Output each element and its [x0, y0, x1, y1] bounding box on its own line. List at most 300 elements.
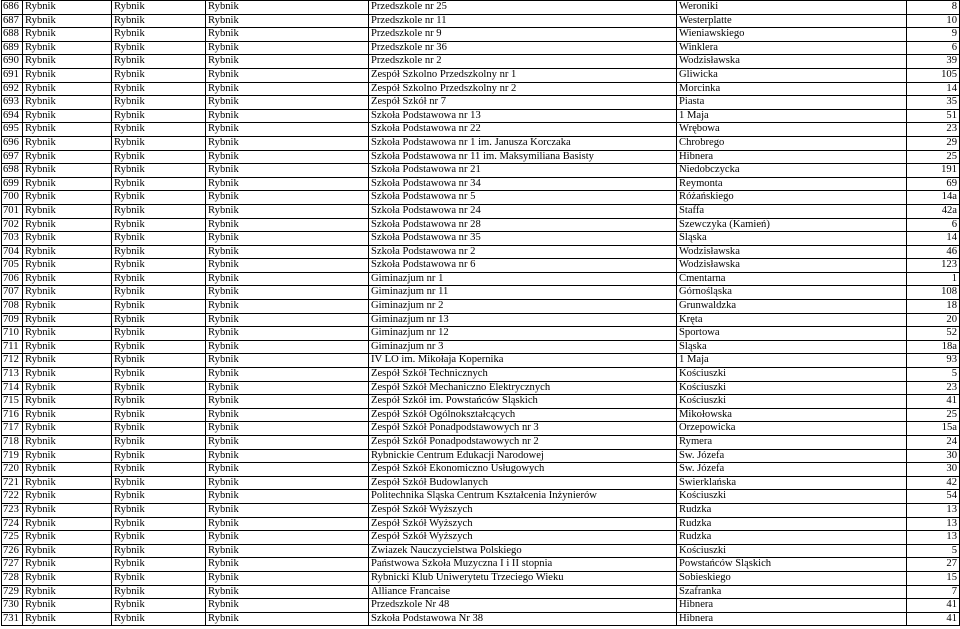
powiat-cell: Rybnik [206, 612, 369, 626]
city-cell: Rybnik [23, 300, 112, 314]
street-cell: Rymera [677, 436, 907, 450]
institution-name-cell: Szkoła Podstawowa nr 24 [369, 204, 677, 218]
city-cell: Rybnik [23, 531, 112, 545]
street-cell: Sportowa [677, 327, 907, 341]
table-row [2, 82, 960, 96]
gmina-cell: Rybnik [112, 558, 206, 572]
row-id-cell: 701 [2, 204, 23, 218]
city-cell: Rybnik [23, 612, 112, 626]
building-number-cell: 42 [907, 476, 960, 490]
building-number-cell: 52 [907, 327, 960, 341]
building-number-cell: 41 [907, 612, 960, 626]
institution-name-cell: IV LO im. Mikołaja Kopernika [369, 354, 677, 368]
institution-name-cell: Zespół Szkół Ponadpodstawowych nr 2 [369, 436, 677, 450]
table-row [2, 286, 960, 300]
city-cell: Rybnik [23, 408, 112, 422]
table-row [2, 517, 960, 531]
table-row [2, 191, 960, 205]
row-id-cell: 691 [2, 68, 23, 82]
powiat-cell: Rybnik [206, 571, 369, 585]
city-cell: Rybnik [23, 381, 112, 395]
street-cell: Mikołowska [677, 408, 907, 422]
street-cell: Szafranka [677, 585, 907, 599]
institution-name-cell: Zespół Szkolno Przedszkolny nr 2 [369, 82, 677, 96]
powiat-cell: Rybnik [206, 463, 369, 477]
street-cell: Niedobczycka [677, 164, 907, 178]
table-row [2, 612, 960, 626]
gmina-cell: Rybnik [112, 55, 206, 69]
street-cell: Rudzka [677, 531, 907, 545]
city-cell: Rybnik [23, 313, 112, 327]
row-id-cell: 695 [2, 123, 23, 137]
city-cell: Rybnik [23, 150, 112, 164]
gmina-cell: Rybnik [112, 585, 206, 599]
city-cell: Rybnik [23, 204, 112, 218]
institution-name-cell: Rybnicki Klub Uniwerytetu Trzeciego Wieku [369, 571, 677, 585]
powiat-cell: Rybnik [206, 28, 369, 42]
table-row [2, 245, 960, 259]
row-id-cell: 690 [2, 55, 23, 69]
institution-name-cell: Szkoła Podstawowa nr 2 [369, 245, 677, 259]
powiat-cell: Rybnik [206, 449, 369, 463]
table-row [2, 531, 960, 545]
table-row [2, 408, 960, 422]
building-number-cell: 27 [907, 558, 960, 572]
institution-name-cell: Zwiazek Nauczycielstwa Polskiego [369, 544, 677, 558]
powiat-cell: Rybnik [206, 68, 369, 82]
table-row [2, 422, 960, 436]
street-cell: Westerplatte [677, 14, 907, 28]
institution-name-cell: Szkoła Podstawowa nr 34 [369, 177, 677, 191]
gmina-cell: Rybnik [112, 612, 206, 626]
building-number-cell: 14 [907, 82, 960, 96]
address-table [1, 0, 960, 626]
table-row [2, 395, 960, 409]
building-number-cell: 39 [907, 55, 960, 69]
table-row [2, 218, 960, 232]
building-number-cell: 93 [907, 354, 960, 368]
institution-name-cell: Szkoła Podstawowa Nr 38 [369, 612, 677, 626]
street-cell: Chrobrego [677, 136, 907, 150]
gmina-cell: Rybnik [112, 68, 206, 82]
powiat-cell: Rybnik [206, 531, 369, 545]
city-cell: Rybnik [23, 436, 112, 450]
institution-name-cell: Szkoła Podstawowa nr 13 [369, 109, 677, 123]
gmina-cell: Rybnik [112, 232, 206, 246]
city-cell: Rybnik [23, 68, 112, 82]
street-cell: Reymonta [677, 177, 907, 191]
street-cell: Wodzisławska [677, 259, 907, 273]
table-row [2, 571, 960, 585]
powiat-cell: Rybnik [206, 517, 369, 531]
powiat-cell: Rybnik [206, 503, 369, 517]
city-cell: Rybnik [23, 41, 112, 55]
city-cell: Rybnik [23, 599, 112, 613]
table-row [2, 381, 960, 395]
row-id-cell: 716 [2, 408, 23, 422]
street-cell: Różańskiego [677, 191, 907, 205]
institution-name-cell: Szkoła Podstawowa nr 35 [369, 232, 677, 246]
building-number-cell: 18a [907, 340, 960, 354]
building-number-cell: 13 [907, 531, 960, 545]
row-id-cell: 724 [2, 517, 23, 531]
powiat-cell: Rybnik [206, 395, 369, 409]
table-row [2, 327, 960, 341]
gmina-cell: Rybnik [112, 368, 206, 382]
gmina-cell: Rybnik [112, 503, 206, 517]
city-cell: Rybnik [23, 82, 112, 96]
street-cell: Gliwicka [677, 68, 907, 82]
powiat-cell: Rybnik [206, 245, 369, 259]
gmina-cell: Rybnik [112, 313, 206, 327]
gmina-cell: Rybnik [112, 395, 206, 409]
row-id-cell: 723 [2, 503, 23, 517]
gmina-cell: Rybnik [112, 476, 206, 490]
gmina-cell: Rybnik [112, 96, 206, 110]
street-cell: Świerklańska [677, 476, 907, 490]
powiat-cell: Rybnik [206, 490, 369, 504]
table-row [2, 14, 960, 28]
table-row [2, 68, 960, 82]
gmina-cell: Rybnik [112, 150, 206, 164]
street-cell: Kościuszki [677, 395, 907, 409]
institution-name-cell: Szkoła Podstawowa nr 21 [369, 164, 677, 178]
city-cell: Rybnik [23, 136, 112, 150]
city-cell: Rybnik [23, 571, 112, 585]
building-number-cell: 15 [907, 571, 960, 585]
row-id-cell: 708 [2, 300, 23, 314]
gmina-cell: Rybnik [112, 136, 206, 150]
powiat-cell: Rybnik [206, 259, 369, 273]
table-body [2, 1, 960, 626]
street-cell: Wrębowa [677, 123, 907, 137]
powiat-cell: Rybnik [206, 191, 369, 205]
row-id-cell: 715 [2, 395, 23, 409]
powiat-cell: Rybnik [206, 476, 369, 490]
institution-name-cell: Zespół Szkół Wyższych [369, 503, 677, 517]
street-cell: Hibnera [677, 599, 907, 613]
street-cell: Rudzka [677, 517, 907, 531]
city-cell: Rybnik [23, 123, 112, 137]
city-cell: Rybnik [23, 354, 112, 368]
gmina-cell: Rybnik [112, 82, 206, 96]
building-number-cell: 69 [907, 177, 960, 191]
row-id-cell: 727 [2, 558, 23, 572]
gmina-cell: Rybnik [112, 191, 206, 205]
building-number-cell: 25 [907, 150, 960, 164]
institution-name-cell: Giminazjum nr 13 [369, 313, 677, 327]
city-cell: Rybnik [23, 395, 112, 409]
gmina-cell: Rybnik [112, 177, 206, 191]
gmina-cell: Rybnik [112, 340, 206, 354]
building-number-cell: 46 [907, 245, 960, 259]
street-cell: Staffa [677, 204, 907, 218]
gmina-cell: Rybnik [112, 164, 206, 178]
row-id-cell: 699 [2, 177, 23, 191]
institution-name-cell: Zespół Szkół Ogólnokształcących [369, 408, 677, 422]
street-cell: Morcinka [677, 82, 907, 96]
table-row [2, 123, 960, 137]
building-number-cell: 30 [907, 463, 960, 477]
street-cell: Śląska [677, 340, 907, 354]
street-cell: Piasta [677, 96, 907, 110]
institution-name-cell: Alliance Francaise [369, 585, 677, 599]
gmina-cell: Rybnik [112, 245, 206, 259]
table-row [2, 368, 960, 382]
city-cell: Rybnik [23, 191, 112, 205]
city-cell: Rybnik [23, 177, 112, 191]
powiat-cell: Rybnik [206, 327, 369, 341]
city-cell: Rybnik [23, 422, 112, 436]
row-id-cell: 692 [2, 82, 23, 96]
gmina-cell: Rybnik [112, 354, 206, 368]
street-cell: Górnośląska [677, 286, 907, 300]
table-row [2, 177, 960, 191]
gmina-cell: Rybnik [112, 286, 206, 300]
street-cell: 1 Maja [677, 354, 907, 368]
table-row [2, 585, 960, 599]
row-id-cell: 688 [2, 28, 23, 42]
row-id-cell: 728 [2, 571, 23, 585]
building-number-cell: 54 [907, 490, 960, 504]
row-id-cell: 720 [2, 463, 23, 477]
table-row [2, 109, 960, 123]
institution-name-cell: Zespół Szkół nr 7 [369, 96, 677, 110]
row-id-cell: 704 [2, 245, 23, 259]
institution-name-cell: Politechnika Śląska Centrum Kształcenia Inżynierów [369, 490, 677, 504]
building-number-cell: 18 [907, 300, 960, 314]
powiat-cell: Rybnik [206, 123, 369, 137]
gmina-cell: Rybnik [112, 28, 206, 42]
table-row [2, 558, 960, 572]
row-id-cell: 714 [2, 381, 23, 395]
powiat-cell: Rybnik [206, 14, 369, 28]
row-id-cell: 730 [2, 599, 23, 613]
table-row [2, 544, 960, 558]
gmina-cell: Rybnik [112, 463, 206, 477]
building-number-cell: 42a [907, 204, 960, 218]
gmina-cell: Rybnik [112, 422, 206, 436]
city-cell: Rybnik [23, 232, 112, 246]
building-number-cell: 41 [907, 599, 960, 613]
powiat-cell: Rybnik [206, 286, 369, 300]
powiat-cell: Rybnik [206, 585, 369, 599]
row-id-cell: 705 [2, 259, 23, 273]
institution-name-cell: Zespół Szkół Mechaniczno Elektrycznych [369, 381, 677, 395]
row-id-cell: 698 [2, 164, 23, 178]
table-row [2, 436, 960, 450]
street-cell: Śląska [677, 232, 907, 246]
building-number-cell: 6 [907, 218, 960, 232]
row-id-cell: 687 [2, 14, 23, 28]
gmina-cell: Rybnik [112, 436, 206, 450]
table-row [2, 204, 960, 218]
institution-name-cell: Zespół Szkół Ekonomiczno Usługowych [369, 463, 677, 477]
street-cell: Powstańców Śląskich [677, 558, 907, 572]
powiat-cell: Rybnik [206, 422, 369, 436]
street-cell: Cmentarna [677, 272, 907, 286]
street-cell: Grunwaldzka [677, 300, 907, 314]
building-number-cell: 1 [907, 272, 960, 286]
table-row [2, 313, 960, 327]
city-cell: Rybnik [23, 28, 112, 42]
city-cell: Rybnik [23, 463, 112, 477]
powiat-cell: Rybnik [206, 300, 369, 314]
building-number-cell: 13 [907, 517, 960, 531]
table-row [2, 354, 960, 368]
institution-name-cell: Giminazjum nr 2 [369, 300, 677, 314]
city-cell: Rybnik [23, 503, 112, 517]
street-cell: Winklera [677, 41, 907, 55]
city-cell: Rybnik [23, 96, 112, 110]
street-cell: Rudzka [677, 503, 907, 517]
institution-name-cell: Zespół Szkół Budowlanych [369, 476, 677, 490]
city-cell: Rybnik [23, 1, 112, 15]
institution-name-cell: Szkoła Podstawowa nr 22 [369, 123, 677, 137]
table-row [2, 300, 960, 314]
building-number-cell: 25 [907, 408, 960, 422]
building-number-cell: 10 [907, 14, 960, 28]
institution-name-cell: Zespół Szkół Technicznych [369, 368, 677, 382]
building-number-cell: 9 [907, 28, 960, 42]
gmina-cell: Rybnik [112, 300, 206, 314]
table-row [2, 164, 960, 178]
street-cell: 1 Maja [677, 109, 907, 123]
institution-name-cell: Szkoła Podstawowa nr 5 [369, 191, 677, 205]
powiat-cell: Rybnik [206, 41, 369, 55]
powiat-cell: Rybnik [206, 136, 369, 150]
street-cell: Św. Józefa [677, 449, 907, 463]
institution-name-cell: Szkoła Podstawowa nr 28 [369, 218, 677, 232]
table-row [2, 463, 960, 477]
gmina-cell: Rybnik [112, 449, 206, 463]
row-id-cell: 696 [2, 136, 23, 150]
gmina-cell: Rybnik [112, 109, 206, 123]
institution-name-cell: Przedszkole nr 2 [369, 55, 677, 69]
row-id-cell: 719 [2, 449, 23, 463]
city-cell: Rybnik [23, 327, 112, 341]
city-cell: Rybnik [23, 517, 112, 531]
city-cell: Rybnik [23, 544, 112, 558]
building-number-cell: 41 [907, 395, 960, 409]
gmina-cell: Rybnik [112, 327, 206, 341]
row-id-cell: 707 [2, 286, 23, 300]
building-number-cell: 5 [907, 368, 960, 382]
gmina-cell: Rybnik [112, 544, 206, 558]
powiat-cell: Rybnik [206, 381, 369, 395]
street-cell: Kręta [677, 313, 907, 327]
street-cell: Wodzisławska [677, 55, 907, 69]
powiat-cell: Rybnik [206, 354, 369, 368]
institution-name-cell: Państwowa Szkoła Muzyczna I i II stopnia [369, 558, 677, 572]
city-cell: Rybnik [23, 55, 112, 69]
building-number-cell: 20 [907, 313, 960, 327]
table-row [2, 136, 960, 150]
institution-name-cell: Giminazjum nr 11 [369, 286, 677, 300]
row-id-cell: 706 [2, 272, 23, 286]
building-number-cell: 14 [907, 232, 960, 246]
row-id-cell: 694 [2, 109, 23, 123]
row-id-cell: 729 [2, 585, 23, 599]
building-number-cell: 5 [907, 544, 960, 558]
building-number-cell: 30 [907, 449, 960, 463]
institution-name-cell: Przedszkole nr 9 [369, 28, 677, 42]
row-id-cell: 722 [2, 490, 23, 504]
city-cell: Rybnik [23, 490, 112, 504]
row-id-cell: 700 [2, 191, 23, 205]
row-id-cell: 721 [2, 476, 23, 490]
institution-name-cell: Giminazjum nr 3 [369, 340, 677, 354]
building-number-cell: 15a [907, 422, 960, 436]
institution-name-cell: Zespół Szkół Ponadpodstawowych nr 3 [369, 422, 677, 436]
table-row [2, 599, 960, 613]
powiat-cell: Rybnik [206, 313, 369, 327]
building-number-cell: 105 [907, 68, 960, 82]
row-id-cell: 718 [2, 436, 23, 450]
city-cell: Rybnik [23, 449, 112, 463]
street-cell: Orzepowicka [677, 422, 907, 436]
row-id-cell: 726 [2, 544, 23, 558]
street-cell: Szewczyka (Kamień) [677, 218, 907, 232]
building-number-cell: 29 [907, 136, 960, 150]
institution-name-cell: Szkoła Podstawowa nr 1 im. Janusza Korczaka [369, 136, 677, 150]
gmina-cell: Rybnik [112, 531, 206, 545]
institution-name-cell: Przedszkole Nr 48 [369, 599, 677, 613]
gmina-cell: Rybnik [112, 381, 206, 395]
street-cell: Sobieskiego [677, 571, 907, 585]
gmina-cell: Rybnik [112, 517, 206, 531]
building-number-cell: 35 [907, 96, 960, 110]
institution-name-cell: Szkoła Podstawowa nr 11 im. Maksymiliana Basisty [369, 150, 677, 164]
building-number-cell: 24 [907, 436, 960, 450]
powiat-cell: Rybnik [206, 82, 369, 96]
powiat-cell: Rybnik [206, 272, 369, 286]
powiat-cell: Rybnik [206, 164, 369, 178]
building-number-cell: 191 [907, 164, 960, 178]
city-cell: Rybnik [23, 368, 112, 382]
powiat-cell: Rybnik [206, 109, 369, 123]
gmina-cell: Rybnik [112, 272, 206, 286]
powiat-cell: Rybnik [206, 218, 369, 232]
institution-name-cell: Zespół Szkół Wyższych [369, 517, 677, 531]
table-row [2, 41, 960, 55]
table-row [2, 340, 960, 354]
row-id-cell: 711 [2, 340, 23, 354]
powiat-cell: Rybnik [206, 436, 369, 450]
building-number-cell: 13 [907, 503, 960, 517]
powiat-cell: Rybnik [206, 55, 369, 69]
street-cell: Kościuszki [677, 381, 907, 395]
table-row [2, 476, 960, 490]
powiat-cell: Rybnik [206, 408, 369, 422]
city-cell: Rybnik [23, 585, 112, 599]
building-number-cell: 108 [907, 286, 960, 300]
table-row [2, 96, 960, 110]
gmina-cell: Rybnik [112, 571, 206, 585]
building-number-cell: 23 [907, 123, 960, 137]
institution-name-cell: Rybnickie Centrum Edukacji Narodowej [369, 449, 677, 463]
street-cell: Hibnera [677, 612, 907, 626]
table-row [2, 503, 960, 517]
building-number-cell: 51 [907, 109, 960, 123]
row-id-cell: 710 [2, 327, 23, 341]
row-id-cell: 709 [2, 313, 23, 327]
powiat-cell: Rybnik [206, 177, 369, 191]
table-row [2, 28, 960, 42]
row-id-cell: 725 [2, 531, 23, 545]
gmina-cell: Rybnik [112, 14, 206, 28]
institution-name-cell: Zespół Szkół im. Powstańców Śląskich [369, 395, 677, 409]
